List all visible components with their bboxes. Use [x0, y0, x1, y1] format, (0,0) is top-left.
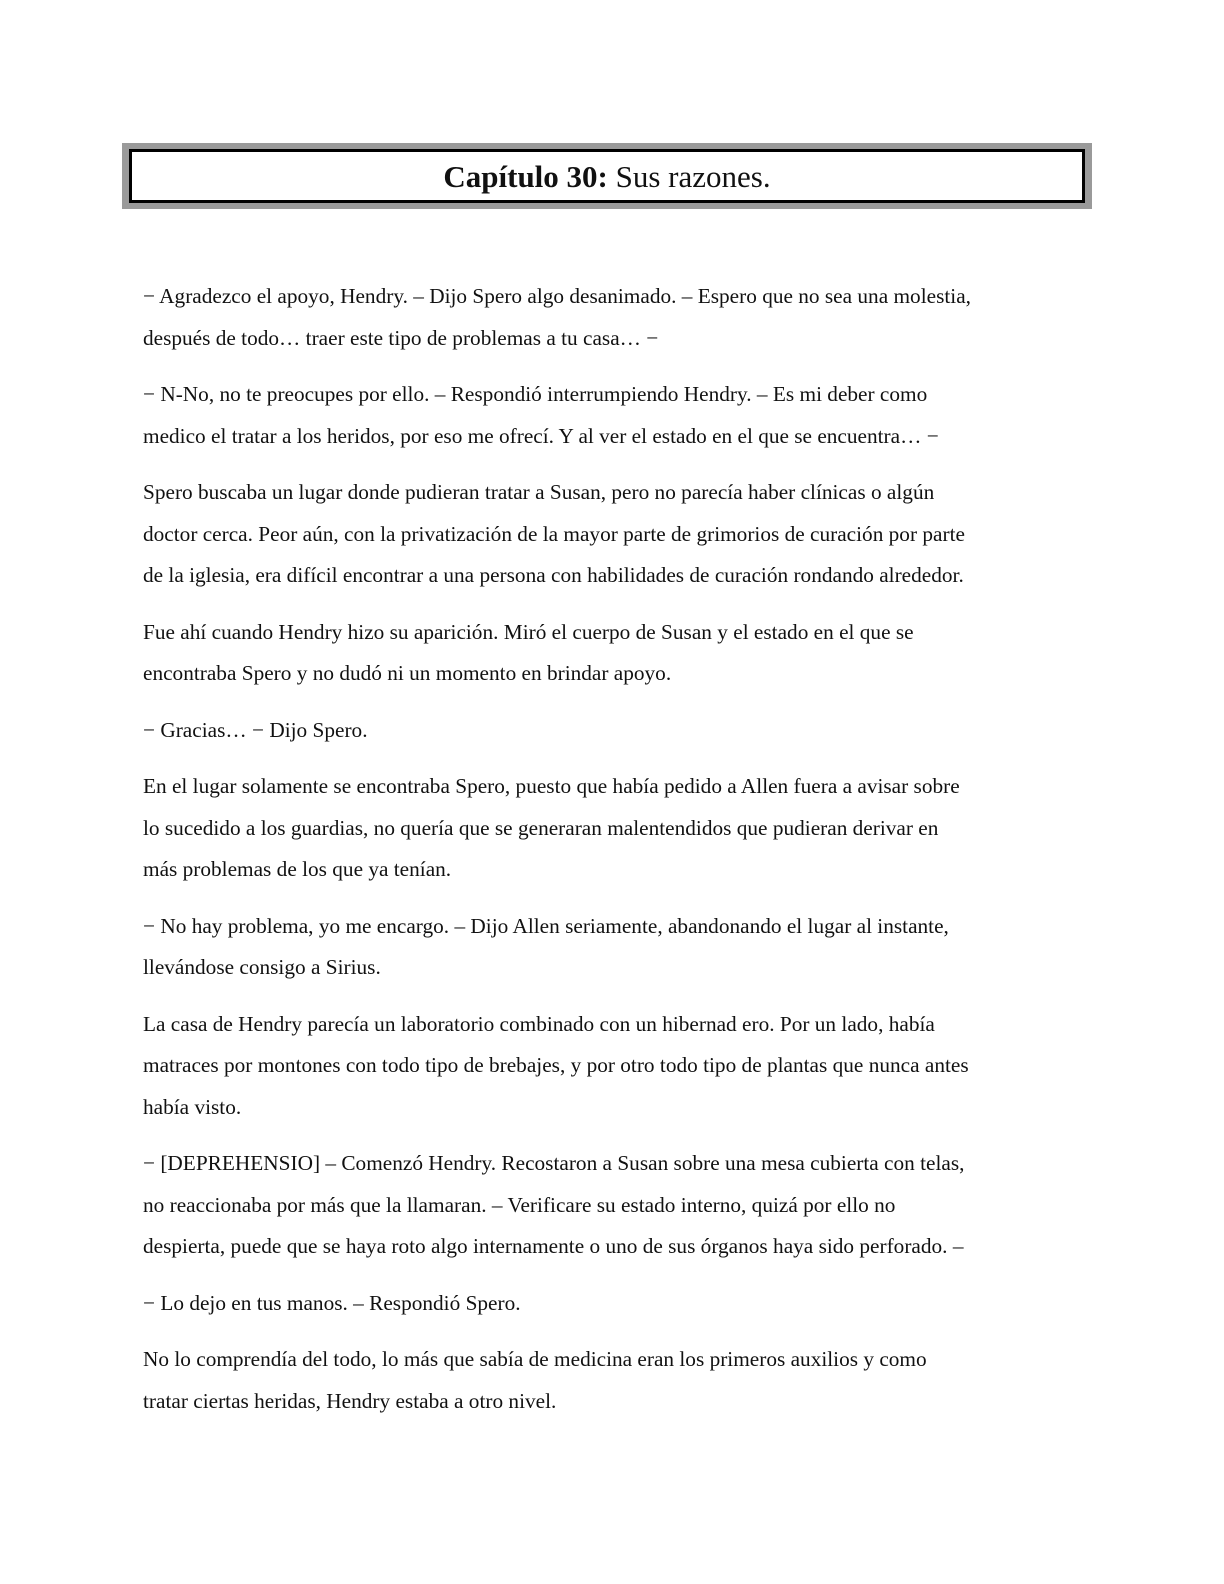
paragraph-line: La casa de Hendry parecía un laboratorio combinado con un hibernad ero. Por un lado, había: [143, 1011, 935, 1036]
paragraph-line: lo sucedido a los guardias, no quería que se generaran malentendidos que pudieran derivar en: [143, 815, 939, 840]
paragraph: [143, 906, 1083, 989]
paragraph: [143, 1283, 1083, 1325]
chapter-number: Capítulo 30:: [443, 158, 608, 194]
paragraph-line: − Lo dejo en tus manos. – Respondió Spero.: [143, 1290, 521, 1315]
paragraph-line: − [DEPREHENSIO] – Comenzó Hendry. Recostaron a Susan sobre una mesa cubierta con telas,: [143, 1151, 965, 1175]
paragraph-line: no reaccionaba por más que la llamaran. – Verificare su estado interno, quizá por ello no: [143, 1192, 896, 1217]
paragraph-line: Spero buscaba un lugar donde pudieran tratar a Susan, pero no parecía haber clínicas o algún: [143, 480, 935, 504]
paragraph-line: − Agradezco el apoyo, Hendry. – Dijo Spero algo desanimado. – Espero que no sea una molestia,: [143, 284, 971, 308]
paragraph: [143, 1004, 1083, 1129]
paragraph-line: doctor cerca. Peor aún, con la privatización de la mayor parte de grimorios de curación por parte: [143, 521, 965, 546]
paragraph: [143, 710, 1083, 752]
paragraph-line: tratar ciertas heridas, Hendry estaba a otro nivel.: [143, 1388, 557, 1413]
paragraph-line: encontraba Spero y no dudó ni un momento en brindar apoyo.: [143, 661, 672, 685]
paragraph-line: Fue ahí cuando Hendry hizo su aparición. Miró el cuerpo de Susan y el estado en el que se: [143, 619, 914, 644]
chapter-body: [143, 276, 1083, 1437]
paragraph-line: − N-No, no te preocupes por ello. – Respondió interrumpiendo Hendry. – Es mi deber como: [143, 382, 928, 406]
paragraph-line: después de todo… traer este tipo de problemas a tu casa… −: [143, 325, 659, 350]
paragraph-line: No lo comprendía del todo, lo más que sabía de medicina eran los primeros auxilios y como: [143, 1347, 927, 1371]
chapter-name: Sus razones.: [607, 158, 771, 194]
chapter-title: [129, 149, 1085, 203]
paragraph-line: En el lugar solamente se encontraba Spero, puesto que había pedido a Allen fuera a avisar sobre: [143, 774, 960, 798]
paragraph: [143, 612, 1083, 695]
paragraph-line: medico el tratar a los heridos, por eso me ofrecí. Y al ver el estado en el que se encuentra… −: [143, 423, 939, 448]
paragraph-line: − No hay problema, yo me encargo. – Dijo Allen seriamente, abandonando el lugar al instante,: [143, 913, 949, 938]
paragraph-line: − Gracias… − Dijo Spero.: [143, 717, 368, 742]
paragraph: [143, 766, 1083, 891]
paragraph-line: había visto.: [143, 1094, 242, 1119]
paragraph-line: despierta, puede que se haya roto algo internamente o uno de sus órganos haya sido perforado. –: [143, 1234, 964, 1258]
paragraph: [143, 374, 1083, 457]
paragraph: [143, 1339, 1083, 1422]
paragraph: [143, 472, 1083, 597]
paragraph-line: llevándose consigo a Sirius.: [143, 955, 381, 979]
paragraph-line: de la iglesia, era difícil encontrar a una persona con habilidades de curación rondando alrededor.: [143, 563, 964, 587]
chapter-title-box: [122, 143, 1092, 209]
paragraph: [143, 276, 1083, 359]
paragraph-line: más problemas de los que ya tenían.: [143, 857, 452, 881]
paragraph: [143, 1143, 1083, 1268]
paragraph-line: matraces por montones con todo tipo de brebajes, y por otro todo tipo de plantas que nunca antes: [143, 1053, 969, 1077]
